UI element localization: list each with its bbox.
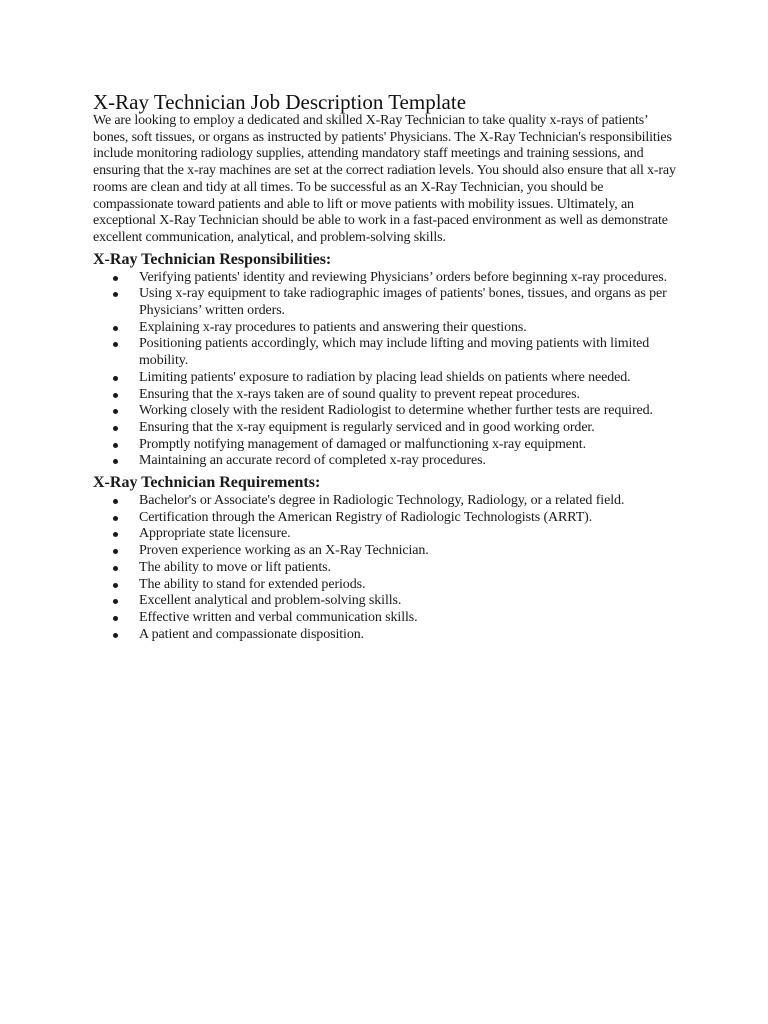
list-item [139,387,680,404]
bullet-icon [113,499,118,504]
list-item-text: The ability to stand for extended periods. [139,576,366,592]
list-item-text: Explaining x-ray procedures to patients and answering their questions. [139,319,527,335]
list-item-text: Positioning patients accordingly, which may include lifting and moving patients with limited mobility. [139,336,650,369]
list-item [139,610,680,627]
bullet-icon [113,342,118,347]
list-item-text: Ensuring that the x-rays taken are of sound quality to prevent repeat procedures. [139,386,580,402]
list-item-text: The ability to move or lift patients. [139,559,331,575]
requirements-list [93,493,680,643]
list-item [139,370,680,387]
list-item-text: Effective written and verbal communication skills. [139,609,418,625]
list-item [139,543,680,560]
bullet-icon [113,633,118,638]
list-item-text: Appropriate state licensure. [139,526,291,542]
list-item-text: Verifying patients' identity and reviewing Physicians’ orders before beginning x-ray procedures. [139,269,668,285]
list-item-text: Limiting patients' exposure to radiation by placing lead shields on patients where needed. [139,369,631,385]
list-item-text: Promptly notifying management of damaged or malfunctioning x-ray equipment. [139,436,587,452]
bullet-icon [113,616,118,621]
list-item-text: Working closely with the resident Radiologist to determine whether further tests are required. [139,403,653,419]
list-item [139,510,680,527]
list-item [139,627,680,644]
bullet-icon [113,326,118,331]
document-title: X-Ray Technician Job Description Template [93,90,467,114]
list-item [139,286,680,319]
list-item [139,403,680,420]
bullet-icon [113,549,118,554]
list-item [139,336,680,369]
bullet-icon [113,409,118,414]
bullet-icon [113,583,118,588]
list-item-text: Excellent analytical and problem-solving skills. [139,593,402,609]
bullet-icon [113,292,118,297]
list-item-text: Proven experience working as an X-Ray Technician. [139,543,429,559]
bullet-icon [113,443,118,448]
responsibilities-list [93,270,680,470]
intro-paragraph: We are looking to employ a dedicated and skilled X-Ray Technician to take quality x-rays of patients’ bones, soft tissues, or organs as instructed by patients' Physicians. The X-Ray Technician's responsibilities include monitoring radiology supplies, attending mandatory staff meetings and training sessions, and ensuring that the x-ray machines are set at the correct radiation levels. You should also ensure that all x-ray rooms are clean and tidy at all times. To be successful as an X-Ray Technician, you should be compassionate toward patients and able to lift or move patients with mobility issues. Ultimately, an exceptional X-Ray Technician should be able to work in a fast-paced environment as well as demonstrate excellent communication, analytical, and problem-solving skills. [93,113,676,245]
bullet-icon [113,516,118,521]
bullet-icon [113,459,118,464]
list-item-text: Ensuring that the x-ray equipment is regularly serviced and in good working order. [139,419,595,435]
requirements-heading: X-Ray Technician Requirements: [93,474,321,492]
bullet-icon [113,532,118,537]
list-item [139,453,680,470]
list-item [139,577,680,594]
list-item-text: Bachelor's or Associate's degree in Radiologic Technology, Radiology, or a related field. [139,493,625,509]
list-item-text: Using x-ray equipment to take radiographic images of patients' bones, tissues, and organs as per Physicians’ written orders. [139,286,667,319]
bullet-icon [113,599,118,604]
list-item [139,560,680,577]
list-item [139,270,680,287]
list-item-text: Certification through the American Registry of Radiologic Technologists (ARRT). [139,509,593,525]
responsibilities-heading: X-Ray Technician Responsibilities: [93,250,332,268]
list-item [139,593,680,610]
bullet-icon [113,376,118,381]
bullet-icon [113,566,118,571]
list-item [139,437,680,454]
bullet-icon [113,426,118,431]
bullet-icon [113,393,118,398]
list-item-text: Maintaining an accurate record of completed x-ray procedures. [139,453,486,469]
list-item [139,320,680,337]
list-item [139,526,680,543]
list-item [139,493,680,510]
list-item [139,420,680,437]
bullet-icon [113,276,118,281]
list-item-text: A patient and compassionate disposition. [139,626,365,642]
